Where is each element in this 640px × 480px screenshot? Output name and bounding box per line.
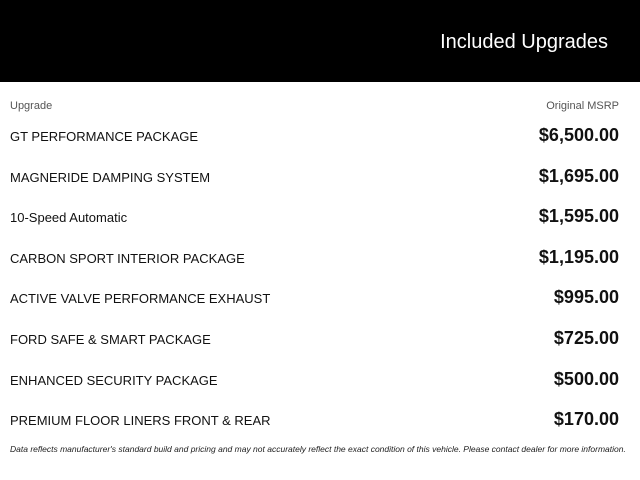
upgrade-price: $1,595.00 <box>538 206 619 227</box>
upgrade-name: ACTIVE VALVE PERFORMANCE EXHAUST <box>10 291 271 307</box>
list-item <box>0 156 640 197</box>
upgrade-name: MAGNERIDE DAMPING SYSTEM <box>10 169 211 185</box>
upgrade-price: $995.00 <box>553 287 619 308</box>
upgrade-price: $1,695.00 <box>538 165 619 186</box>
upgrade-price: $500.00 <box>553 368 619 389</box>
upgrade-name: 10-Speed Automatic <box>10 210 128 226</box>
upgrade-name: ENHANCED SECURITY PACKAGE <box>10 372 218 388</box>
column-header-msrp: Original MSRP <box>546 100 619 112</box>
list-item <box>0 237 640 278</box>
list-item <box>0 318 640 359</box>
upgrade-name: PREMIUM FLOOR LINERS FRONT & REAR <box>10 413 271 429</box>
disclaimer-note: Data reflects manufacturer's standard build and pricing and may not accurately reflect the exact condition of this vehicle. Please contact dealer for more information. <box>10 444 626 454</box>
column-header-upgrade: Upgrade <box>10 100 53 112</box>
upgrade-price: $170.00 <box>553 409 619 430</box>
page-title: Included Upgrades <box>440 31 608 53</box>
upgrades-list <box>0 115 640 440</box>
upgrade-name: GT PERFORMANCE PACKAGE <box>10 129 199 144</box>
list-item <box>0 196 640 237</box>
header-bar <box>0 0 640 82</box>
upgrade-price: $1,195.00 <box>538 246 619 267</box>
list-item <box>0 115 640 156</box>
upgrade-price: $725.00 <box>553 327 619 348</box>
list-item <box>0 399 640 440</box>
upgrade-name: FORD SAFE & SMART PACKAGE <box>10 331 211 347</box>
list-item <box>0 277 640 318</box>
list-item <box>0 359 640 400</box>
upgrade-name: CARBON SPORT INTERIOR PACKAGE <box>10 250 245 266</box>
upgrade-price: $6,500.00 <box>538 125 619 145</box>
